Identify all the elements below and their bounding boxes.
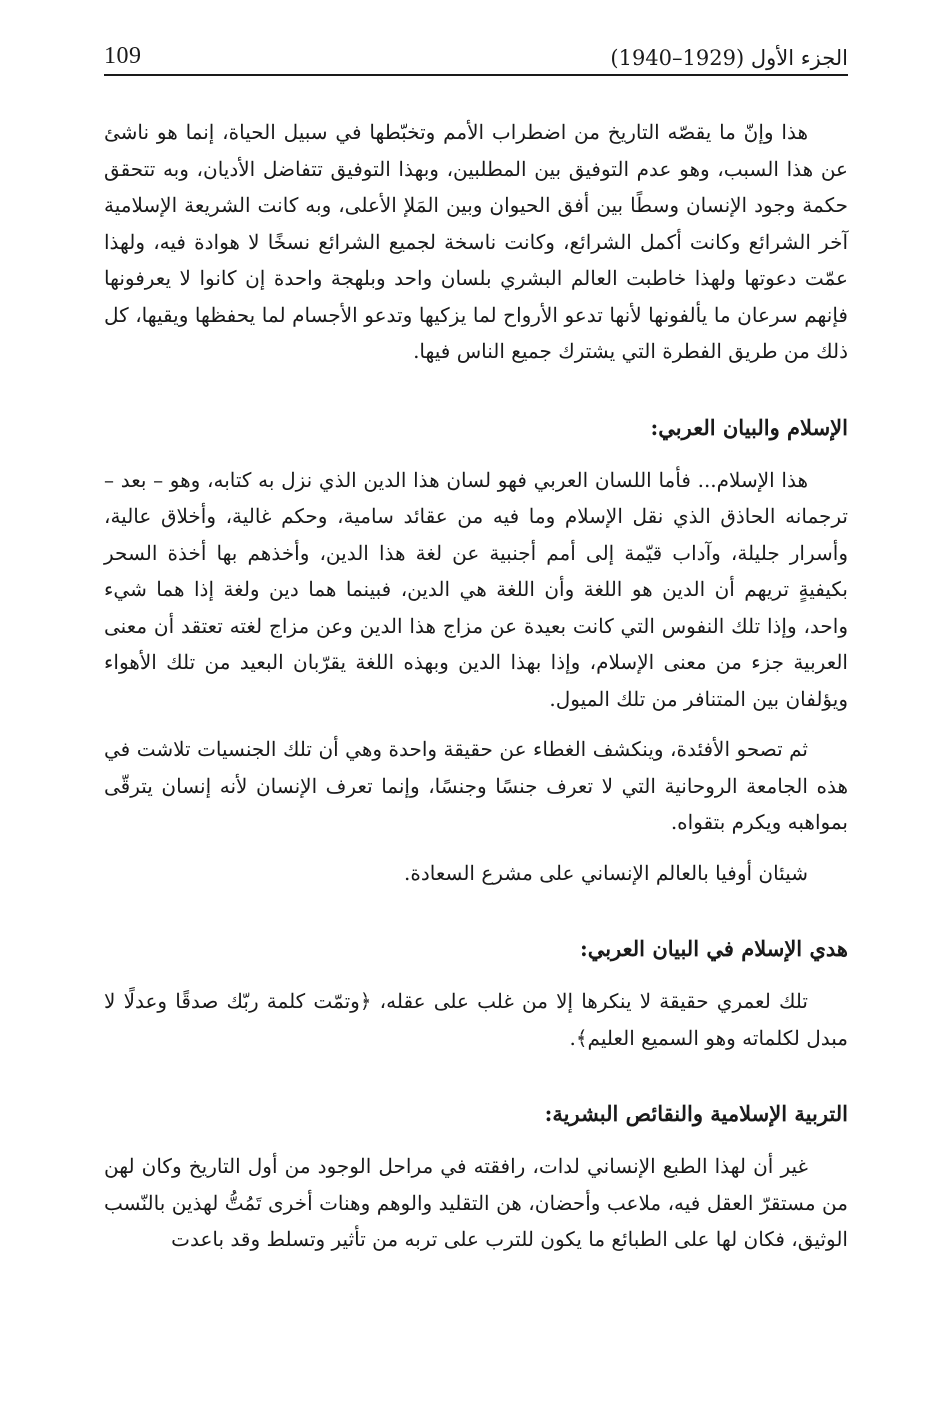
page-number: 109: [104, 43, 142, 69]
body-paragraph: غير أن لهذا الطبع الإنساني لدات، رافقته في مراحل الوجود من أول التاريخ وكان لهن من مستقرّ العقل فيه، ملاعب وأحضان، هن التقليد والوهم وهنات أخرى تَمُتُّ لهذين بالنّسب الوثيق، فكان لها على الطبائع ما يكون للترب على تربه من تأثير وتسلط وقد باعدت: [104, 1154, 848, 1251]
book-page: [104, 30, 848, 1258]
section-heading: هدي الإسلام في البيان العربي:: [579, 936, 848, 961]
section-heading: الإسلام والبيان العربي:: [650, 414, 848, 440]
section-heading: التربية الإسلامية والنقائص البشرية:: [544, 1101, 848, 1126]
body-paragraph: تلك لعمري حقيقة لا ينكرها إلا من غلب على عقله، ﴿وتمّت كلمة ربّك صدقًا وعدلًا لا مبدل لكلماته وهو السميع العليم﴾.: [104, 989, 848, 1050]
body-paragraph: هذا الإسلام... فأما اللسان العربي فهو لسان هذا الدين الذي نزل به كتابه، وهو – بعد – ترجمانه الحاذق الذي نقل الإسلام وما فيه من عقائد سامية، وحكم غالية، وأخلاق عالية، وأسرار جليلة، وآداب قيّمة إلى أمم أجنبية عن لغة هذا الدين، وأخذهم بها أخذة السحر بكيفيةٍ تريهم أن الدين هو اللغة وأن اللغة هي الدين، فبينما هما دين ولغة إذا هما شيء واحد، وإذا تلك النفوس التي كانت بعيدة عن مزاج هذا الدين وعن مزاج لغته تعتقد أن معنى العربية جزء من معنى الإسلام، وإذا بهذا الدين وبهذه اللغة يقرّبان البعيد من تلك الأهواء ويؤلفان بين المتنافر من تلك الميول.: [104, 467, 848, 711]
body-paragraph: هذا وإنّ ما يقصّه التاريخ من اضطراب الأمم وتخبّطها في سبيل الحياة، إنما هو ناشئ عن هذا السبب، وهو عدم التوفيق بين المطلبين، وبهذا التوفيق تتفاضل الأديان، وبه تتحقق حكمة وجود الإنسان وسطًا بين أفق الحيوان وبين المَلإ الأعلى، وبه كانت الشريعة الإسلامية آخر الشرائع وكانت أكمل الشرائع، وكانت ناسخة لجميع الشرائع نسخًا لا هوادة فيه، ولهذا عمّت دعوتها ولهذا خاطبت العالم البشري بلسان واحد وبلهجة واحدة إن كانوا لا يعرفونها فإنهم سرعان ما يألفونها لأنها تدعو الأرواح لما يزكيها وتدعو الأجسام لما يحفظها ويقيها، كل ذلك من طريق الفطرة التي يشترك جميع الناس فيها.: [104, 120, 848, 363]
page-body: [104, 114, 848, 1258]
body-paragraph: ثم تصحو الأفئدة، وينكشف الغطاء عن حقيقة واحدة وهي أن تلك الجنسيات تلاشت في هذه الجامعة الروحانية التي لا تعرف جنسًا وجنسًا، وإنما تعرف الإنسان لأنه إنسان يترقّى بمواهبه ويكرم بتقواه.: [104, 737, 848, 834]
body-paragraph: شيئان أوفيا بالعالم الإنساني على مشرع السعادة.: [404, 860, 808, 885]
page-header: [104, 30, 848, 76]
running-title: الجزء الأول (1929–1940): [610, 46, 848, 70]
